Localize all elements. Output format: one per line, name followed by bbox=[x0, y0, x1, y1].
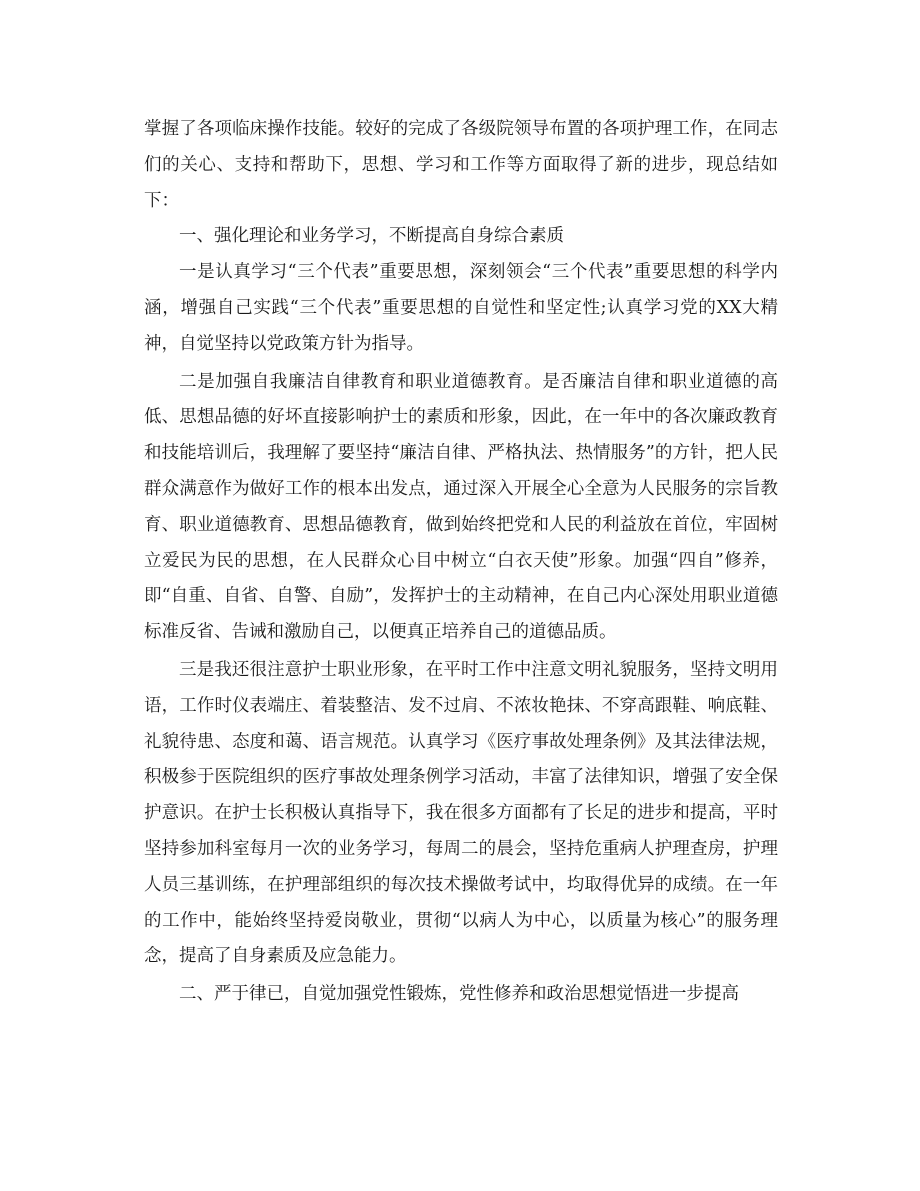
paragraph-point-1: 一是认真学习“三个代表”重要思想，深刻领会“三个代表”重要思想的科学内涵，增强自己实践“三个代表”重要思想的自觉性和坚定性;认真学习党的XX大精神，自觉坚持以党政策方针为指导。 bbox=[144, 262, 778, 354]
paragraph-point-3: 三是我还很注意护士职业形象，在平时工作中注意文明礼貌服务，坚持文明用语，工作时仪表端庄、着装整洁、发不过肩、不浓妆艳抹、不穿高跟鞋、响底鞋、礼貌待患、态度和蔼、语言规范。认真学习《医疗事故处理条例》及其法律法规，积极参于医院组织的医疗事故处理条例学习活动，丰富了法律知识，增强了安全保护意识。在护士长积极认真指导下，我在很多方面都有了长足的进步和提高，平时坚持参加科室每月一次的业务学习，每周二的晨会，坚持危重病人护理查房，护理人员三基训练，在护理部组织的每次技术操做考试中，均取得优异的成绩。在一年的工作中，能始终坚持爱岗敬业，贯彻“以病人为中心，以质量为核心”的服务理念，提高了自身素质及应急能力。 bbox=[144, 659, 778, 967]
section-heading-2: 二、严于律已，自觉加强党性锻炼，党性修养和政治思想觉悟进一步提高 bbox=[179, 984, 739, 1005]
document-body bbox=[144, 112, 778, 1013]
paragraph-point-2: 二是加强自我廉洁自律教育和职业道德教育。是否廉洁自律和职业道德的高低、思想品德的好坏直接影响护士的素质和形象，因此，在一年中的各次廉政教育和技能培训后，我理解了要坚持“廉洁自律、严格执法、热情服务”的方针，把人民群众满意作为做好工作的根本出发点，通过深入开展全心全意为人民服务的宗旨教育、职业道德教育、思想品德教育，做到始终把党和人民的利益放在首位，牢固树立爱民为民的思想，在人民群众心目中树立“白衣天使”形象。加强“四自”修养，即“自重、自省、自警、自励”，发挥护士的主动精神，在自己内心深处用职业道德标准反省、告诫和激励自己，以便真正培养自己的道德品质。 bbox=[144, 371, 778, 643]
paragraph-intro: 掌握了各项临床操作技能。较好的完成了各级院领导布置的各项护理工作，在同志们的关心、支持和帮助下，思想、学习和工作等方面取得了新的进步，现总结如下： bbox=[144, 119, 778, 211]
section-heading-1: 一、强化理论和业务学习，不断提高自身综合素质 bbox=[179, 226, 564, 247]
